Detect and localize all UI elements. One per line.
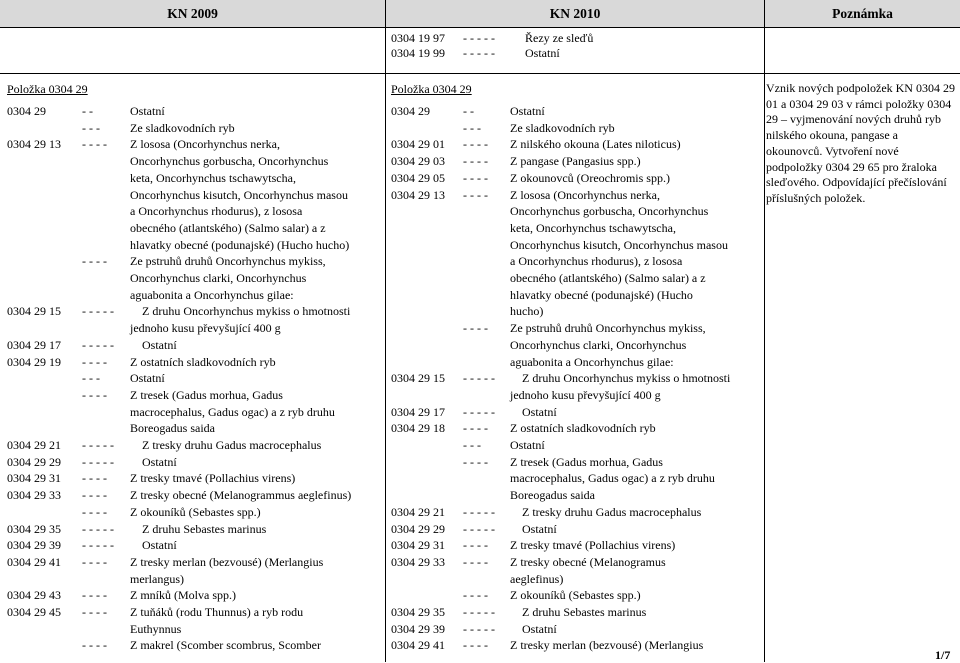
line-dash: - - - - <box>463 638 488 653</box>
column-divider-1 <box>385 0 386 662</box>
line-code: 0304 29 41 <box>7 554 61 569</box>
line-dash: - - - - <box>463 137 488 152</box>
line-dash: - - - - - <box>82 521 114 536</box>
top-row-dash: - - - - - <box>463 46 495 60</box>
line-dash: - - - <box>82 371 100 386</box>
line-dash: - - - - <box>463 170 488 185</box>
line-text: Z pangase (Pangasius spp.) <box>510 154 641 169</box>
line-code: 0304 29 21 <box>7 438 61 452</box>
line-code: 0304 29 21 <box>391 504 445 519</box>
line-text: hlavatky obecné (podunajské) (Hucho <box>510 287 693 302</box>
line-dash: - - - - - <box>463 504 495 519</box>
line-text: Z tresky tmavé (Pollachius virens) <box>130 471 296 486</box>
line-code: 0304 29 13 <box>7 137 61 152</box>
line-text: Z tresky tmavé (Pollachius virens) <box>510 538 676 553</box>
line-text: Boreogadus saida <box>130 421 215 436</box>
top-row-text: Řezy ze sleďů <box>525 31 594 45</box>
line-code: 0304 29 39 <box>391 621 445 636</box>
line-dash: - - - <box>82 120 100 135</box>
line-text: Z makrel (Scomber scombrus, Scomber <box>130 638 321 653</box>
line-text: Z druhu Oncorhynchus mykiss o hmotnosti <box>522 371 731 386</box>
line-text: Ostatní <box>142 538 177 553</box>
line-dash: - - - - - <box>463 371 495 386</box>
line-text: Z nilského okouna (Lates niloticus) <box>510 137 681 152</box>
line-text: Ostatní <box>130 371 165 386</box>
line-dash: - - - - <box>463 154 488 169</box>
line-dash: - - <box>82 104 93 118</box>
line-code: 0304 29 31 <box>7 471 61 486</box>
column-divider-2 <box>764 0 765 662</box>
line-text: Z lososa (Oncorhynchus nerka, <box>510 187 660 202</box>
line-code: 0304 29 33 <box>391 554 445 569</box>
line-dash: - - - - <box>82 137 107 152</box>
line-text: Z tresky druhu Gadus macrocephalus <box>142 438 322 452</box>
line-text: keta, Oncorhynchus tschawytscha, <box>510 220 676 235</box>
line-text: Z tresky merlan (bezvousé) (Merlangius <box>510 638 704 653</box>
header-bottom-rule <box>0 27 960 28</box>
line-dash: - - - - - <box>82 304 114 319</box>
line-dash: - - - - <box>463 588 488 603</box>
line-dash: - - - <box>463 120 481 135</box>
line-dash: - - - - <box>82 488 107 503</box>
line-dash: - - - - <box>82 588 107 603</box>
line-text: jednoho kusu převyšující 400 g <box>510 387 661 402</box>
line-dash: - - - - <box>463 187 488 202</box>
line-code: 0304 29 17 <box>391 404 445 419</box>
top-row-dash: - - - - - <box>463 31 495 45</box>
line-text: Z druhu Oncorhynchus mykiss o hmotnosti <box>142 304 351 319</box>
line-code: 0304 29 29 <box>7 454 61 469</box>
line-dash: - - - - <box>82 387 107 402</box>
line-code: 0304 29 33 <box>7 488 61 503</box>
line-text: jednoho kusu převyšující 400 g <box>130 321 281 336</box>
line-text: macrocephalus, Gadus ogac) a z ryb druhu <box>510 471 715 486</box>
header-kn2009: KN 2009 <box>167 6 218 21</box>
line-text: Ostatní <box>510 104 545 118</box>
line-dash: - - - - <box>463 454 488 469</box>
line-code: 0304 29 18 <box>391 421 445 436</box>
line-text: Z tuňáků (rodu Thunnus) a ryb rodu <box>130 605 304 619</box>
line-text: Z tresky obecné (Melanogramus <box>510 554 666 569</box>
line-text: Ze pstruhů druhů Oncorhynchus mykiss, <box>130 254 326 269</box>
line-text: Z okounovců (Oreochromis spp.) <box>510 170 670 185</box>
line-text: Z druhu Sebastes marinus <box>142 521 267 536</box>
line-text: Oncorhynchus gorbuscha, Oncorhynchus <box>510 204 709 219</box>
line-dash: - - - - - <box>463 521 495 536</box>
line-text: Ostatní <box>522 404 557 419</box>
line-code: 0304 29 17 <box>7 337 61 352</box>
top-row-text: Ostatní <box>525 46 560 60</box>
line-dash: - - - - <box>463 538 488 553</box>
line-text: aguabonita a Oncorhynchus gilae: <box>510 354 674 369</box>
line-text: Z ostatních sladkovodních ryb <box>510 421 656 436</box>
line-text: Z tresky obecné (Melanogrammus aeglefinus) <box>130 488 352 503</box>
line-dash: - - - <box>463 438 481 452</box>
line-dash: - - - - - <box>463 621 495 636</box>
line-code: 0304 29 <box>391 104 430 118</box>
line-text: Oncorhynchus clarki, Oncorhynchus <box>130 271 307 285</box>
line-code: 0304 29 39 <box>7 538 61 553</box>
line-dash: - - - - <box>82 605 107 619</box>
line-text: merlangus) <box>130 571 184 586</box>
line-text: Z okouníků (Sebastes spp.) <box>510 588 641 603</box>
kn2009-section-title: Položka 0304 29 <box>7 82 88 96</box>
line-text: Ostatní <box>510 438 545 452</box>
line-code: 0304 29 45 <box>7 605 61 619</box>
line-dash: - - - - <box>82 638 107 653</box>
line-code: 0304 29 05 <box>391 170 445 185</box>
line-code: 0304 29 01 <box>391 137 445 152</box>
line-code: 0304 29 15 <box>391 371 445 386</box>
line-code: 0304 29 <box>7 104 46 118</box>
line-text: Oncorhynchus kisutch, Oncorhynchus masou <box>130 187 348 202</box>
line-dash: - - - - <box>82 554 107 569</box>
line-text: aguabonita a Oncorhynchus gilae: <box>130 287 294 302</box>
line-dash: - - - - - <box>463 404 495 419</box>
line-text: Oncorhynchus gorbuscha, Oncorhynchus <box>130 154 329 169</box>
line-text: Ze sladkovodních ryb <box>130 120 235 135</box>
line-dash: - - - - - <box>82 538 114 553</box>
line-text: Ze pstruhů druhů Oncorhynchus mykiss, <box>510 321 706 336</box>
line-text: Ostatní <box>522 521 557 536</box>
line-text: keta, Oncorhynchus tschawytscha, <box>130 170 296 185</box>
line-code: 0304 29 35 <box>7 521 61 536</box>
line-text: a Oncorhynchus rhodurus), z lososa <box>130 204 303 219</box>
line-dash: - - - - - <box>82 454 114 469</box>
line-code: 0304 29 41 <box>391 638 445 653</box>
line-code: 0304 29 19 <box>7 354 61 369</box>
line-dash: - - - - <box>463 554 488 569</box>
line-text: Z tresek (Gadus morhua, Gadus <box>510 454 663 469</box>
row-divider <box>0 73 960 74</box>
header-note: Poznámka <box>832 6 893 21</box>
line-text: macrocephalus, Gadus ogac) a z ryb druhu <box>130 404 335 419</box>
line-text: Ostatní <box>130 104 165 118</box>
line-dash: - - <box>463 104 474 118</box>
line-text: a Oncorhynchus rhodurus), z lososa <box>510 254 683 269</box>
line-code: 0304 29 43 <box>7 588 61 603</box>
line-text: Z tresky druhu Gadus macrocephalus <box>522 504 702 519</box>
line-code: 0304 29 13 <box>391 187 445 202</box>
table-header <box>0 0 960 27</box>
line-text: Oncorhynchus kisutch, Oncorhynchus masou <box>510 237 728 252</box>
line-text: hlavatky obecné (podunajské) (Hucho hucho) <box>130 237 350 252</box>
line-text: obecného (atlantského) (Salmo salar) a z <box>510 271 706 285</box>
line-dash: - - - - <box>82 354 107 369</box>
line-text: Z mníků (Molva spp.) <box>130 588 236 603</box>
line-dash: - - - - <box>82 504 107 519</box>
line-text: Ostatní <box>142 337 177 352</box>
line-text: Z druhu Sebastes marinus <box>522 605 647 619</box>
line-text: Z ostatních sladkovodních ryb <box>130 354 276 369</box>
line-code: 0304 29 35 <box>391 605 445 619</box>
line-text: Z okouníků (Sebastes spp.) <box>130 504 261 519</box>
line-dash: - - - - <box>463 321 488 336</box>
top-row-code: 0304 19 99 <box>391 46 445 60</box>
line-text: hucho) <box>510 304 544 319</box>
top-row-code: 0304 19 97 <box>391 31 445 45</box>
line-code: 0304 29 03 <box>391 154 445 169</box>
line-dash: - - - - - <box>82 438 114 452</box>
kn2010-section-title: Položka 0304 29 <box>391 82 472 96</box>
line-text: Z tresek (Gadus morhua, Gadus <box>130 387 283 402</box>
line-text: Z tresky merlan (bezvousé) (Merlangius <box>130 554 324 569</box>
line-text: Ostatní <box>522 621 557 636</box>
note-text: Vznik nových podpoložek KN 0304 29 01 a 0304 29 03 v rámci položky 0304 29 – vyjmenování nových druhů ryb nilského okouna, pangase a okounovců. Vytvoření nové podpoložky 0304 29 65 pro žraloka sleďového. Odpovídající přečíslování příslušných položek. <box>766 81 955 205</box>
line-dash: - - - - <box>82 254 107 269</box>
line-dash: - - - - - <box>82 337 114 352</box>
header-kn2010: KN 2010 <box>549 6 601 21</box>
line-text: Z lososa (Oncorhynchus nerka, <box>130 137 280 152</box>
line-dash: - - - - <box>463 421 488 436</box>
line-dash: - - - - - <box>463 605 495 619</box>
page-number: 1/7 <box>935 648 951 662</box>
line-code: 0304 29 31 <box>391 538 445 553</box>
line-text: Boreogadus saida <box>510 488 595 503</box>
line-text: Euthynnus <box>130 621 182 636</box>
line-code: 0304 29 15 <box>7 304 61 319</box>
line-text: obecného (atlantského) (Salmo salar) a z <box>130 220 326 235</box>
line-dash: - - - - <box>82 471 107 486</box>
line-text: Ostatní <box>142 454 177 469</box>
line-text: Oncorhynchus clarki, Oncorhynchus <box>510 337 687 352</box>
line-text: Ze sladkovodních ryb <box>510 120 615 135</box>
line-text: aeglefinus) <box>510 571 564 586</box>
line-code: 0304 29 29 <box>391 521 445 536</box>
